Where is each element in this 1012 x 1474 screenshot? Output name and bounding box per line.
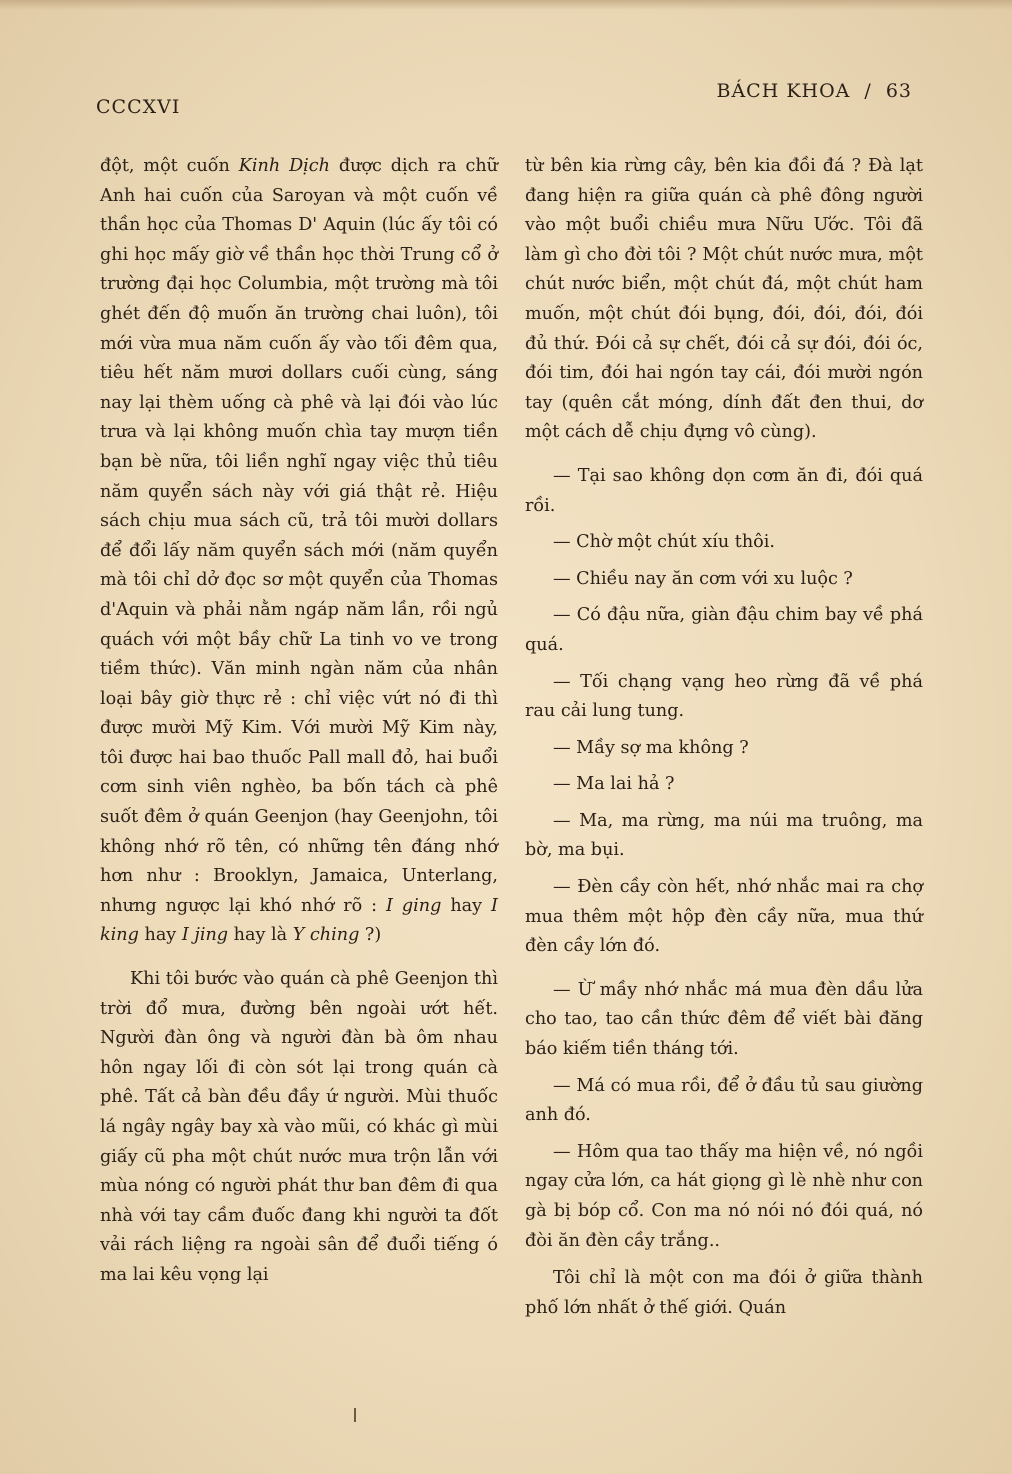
text-run: đột, một cuốn <box>100 156 239 176</box>
magazine-title: BÁCH KHOA <box>716 80 851 102</box>
text-run: hay <box>138 925 182 946</box>
italic-i-king: I king <box>100 895 498 946</box>
print-mark <box>354 1408 356 1422</box>
text-run: được dịch ra chữ Anh hai cuốn của Saroyan và một cuốn về thần học của Thomas D' Aquin (lúc ấy tôi có ghi học mấy giờ về thần học thời Trung cổ ở trường đại học Columbia, một trường mà tôi ghét đến độ muốn ăn trường chai luôn), tôi mới vừa mua năm cuốn ấy vào tối đêm qua, tiêu hết năm mươi dollars cuối cùng, sáng nay lại thèm uống cà phê và lại đói vào lúc trưa và lại không muốn chìa tay mượn tiền bạn bè nữa, tôi liền nghĩ ngay việc thủ tiêu năm quyển sách này với giá thật rẻ. Hiệu sách chịu mua sách cũ, trả tôi mười dollars để đổi lấy năm quyển sách mới (năm quyển mà tôi chỉ dở đọc sơ một quyển của Thomas d'Aquin và phải nằm ngáp năm lần, rồi ngủ quách với một bầy chữ La tinh vo ve trong tiềm thức). Văn minh ngàn năm của nhân loại bây giờ thực rẻ : chỉ việc vứt nó đi thì được mười Mỹ Kim. Với mười Mỹ Kim này, tôi được hai bao thuốc Pall mall đỏ, hai buổi cơm sinh viên nghèo, ba bốn tách cà phê suốt đêm ở quán Geenjon (hay Geenjohn, tôi không nhớ rõ tên, có những tên đáng nhớ hơn như : Brooklyn, Jamaica, Unterlang, nhưng ngược lại khó nhớ rõ : <box>100 156 499 916</box>
italic-title-kinh-dich: Kinh Dịch <box>238 156 330 176</box>
paragraph-cafe: Khi tôi bước vào quán cà phê Geenjon thì trời đổ mưa, đường bên ngoài ướt hết. Người đàn ông và người đàn bà ôm nhau hôn ngay lối đi còn sót lại trong quán cà phê. Tất cả bàn đều đầy ứ người. Mùi thuốc lá ngây ngây bay xà vào mũi, có khác gì mùi giấy cũ pha một chút nước mưa trộn lẫn với mùa nóng có người phát thư ban đêm đi qua nhà với tay cầm đuốc đang khi người ta đốt vải rách liệng ra ngoài sân để đuổi tiếng ó ma lai kêu vọng lại <box>100 969 498 1285</box>
dialogue-line: — Tại sao không dọn cơm ăn đi, đói quá rồi. <box>525 465 923 516</box>
text-run: hay <box>441 895 492 916</box>
dialogue-line: — Tối chạng vạng heo rừng đã về phá rau cải lung tung. <box>525 671 923 722</box>
dialogue-line: — Có đậu nữa, giàn đậu chim bay về phá quá. <box>525 605 923 655</box>
paragraph-closing: Tôi chỉ là một con ma đói ở giữa thành phố lớn nhất ở thế giới. Quán <box>525 1268 923 1318</box>
text-run: hay là <box>228 925 293 946</box>
page-number: 63 <box>885 80 912 102</box>
dialogue-line: — Đèn cầy còn hết, nhớ nhắc mai ra chợ mua thêm một hộp đèn cầy nữa, mua thứ đèn cầy lớn đó. <box>525 877 923 957</box>
dialogue-line: — Hôm qua tao thấy ma hiện về, nó ngồi ngay cửa lớn, ca hát giọng gì lè nhè như con gà bị bóp cổ. Con ma nó nói nó đói quá, nó đòi ăn đèn cầy trắng.. <box>525 1141 923 1251</box>
page-edge-shadow <box>0 0 1012 10</box>
left-column <box>100 152 498 1291</box>
text-run: ?) <box>359 925 382 946</box>
dialogue-line: — Ma, ma rừng, ma núi ma truông, ma bờ, ma bụi. <box>525 810 923 861</box>
dialogue-line: — Chiều nay ăn cơm với xu luộc ? <box>553 568 853 589</box>
dialogue-line: — Ừ mầy nhớ nhắc má mua đèn dầu lửa cho tao, tao cần thức đêm để viết bài đăng báo kiếm tiền tháng tới. <box>525 979 923 1060</box>
right-column <box>525 152 923 1323</box>
dialogue-line: — Má có mua rồi, để ở đầu tủ sau giường anh đó. <box>525 1075 923 1126</box>
italic-i-jing: I jing <box>181 925 229 946</box>
dialogue-line: — Mầy sợ ma không ? <box>553 737 749 758</box>
italic-i-ging: I ging <box>386 895 442 916</box>
header-separator: / <box>864 80 872 102</box>
running-header <box>717 80 913 102</box>
dialogue-line: — Ma lai hả ? <box>553 774 675 795</box>
paragraph-continued-right: từ bên kia rừng cây, bên kia đồi đá ? Đà lạt đang hiện ra giữa quán cà phê đông người vào một buổi chiều mưa Nữu Ước. Tôi đã làm gì cho đời tôi ? Một chút nước mưa, một chút nước biển, một chút đá, một chút ham muốn, một chút đói bụng, đói, đói, đói, đói đủ thứ. Đói cả sự chết, đói cả sự đói, đói óc, đói tim, đói hai ngón tay cái, đói mười ngón tay (quên cắt móng, dính đất đen thui, dơ một cách dễ chịu đựng vô cùng). <box>525 156 923 443</box>
paragraph-continued <box>100 152 498 951</box>
dialogue-line: — Chờ một chút xíu thôi. <box>553 532 775 553</box>
italic-y-ching: Y ching <box>292 925 360 946</box>
issue-number: CCCXVI <box>96 96 181 118</box>
